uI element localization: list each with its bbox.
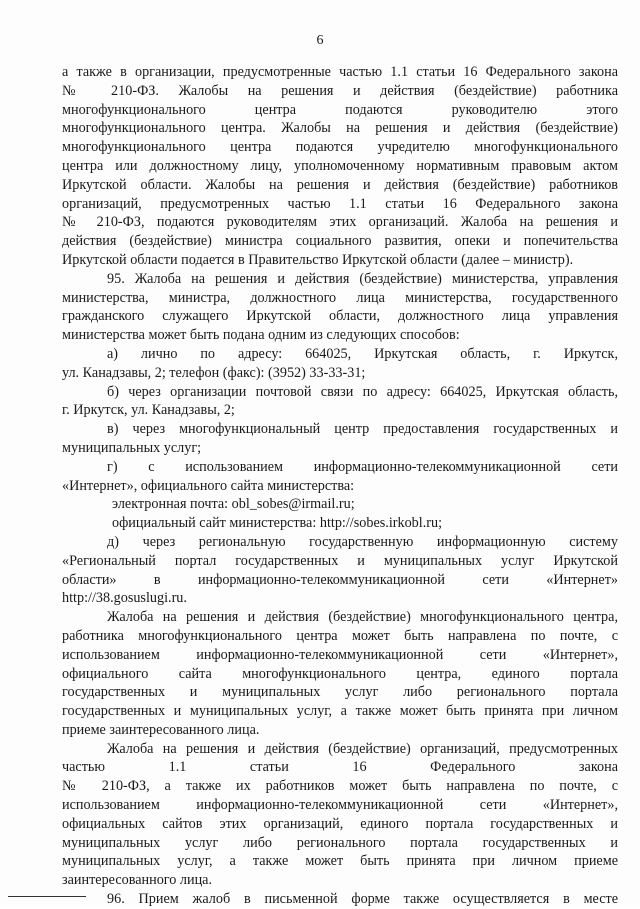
text-line: г) с использованием информационно-телекоммуникационной сети	[107, 458, 618, 475]
text-line: приеме заинтересованного лица.	[62, 721, 260, 738]
text-line: официального сайта многофункционального центра, единого портала	[62, 665, 618, 682]
text-line: министерства может быть подана одним из следующих способов:	[62, 327, 460, 344]
text-line: многофункционального центра подаются руководителю этого	[62, 101, 618, 118]
text-line: использованием информационно-телекоммуникационной сети «Интернет»,	[62, 797, 618, 814]
text-line: муниципальных услуг, а также может быть принята при личном приеме	[62, 853, 618, 870]
text-line: г. Иркутск, ул. Канадзавы, 2;	[62, 402, 235, 419]
text-line: № 210-ФЗ. Жалобы на решения и действия (бездействие) работника	[62, 82, 618, 99]
text-line: официальный сайт министерства: http://sobes.irkobl.ru;	[112, 515, 443, 532]
text-line: ул. Канадзавы, 2; телефон (факс): (3952) 33-33-31;	[62, 364, 366, 381]
text-line: Иркутской области. Жалобы на решения и действия (бездействие) работников	[62, 176, 618, 193]
text-line: организаций, предусмотренных частью 1.1 статьи 16 Федерального закона	[62, 195, 618, 212]
text-line: министерства, министра, должностного лица министерства, государственного	[62, 289, 618, 306]
text-line: д) через региональную государственную информационную систему	[107, 533, 618, 550]
text-line: б) через организации почтовой связи по адресу: 664025, Иркутская область,	[107, 383, 618, 400]
text-line: «Интернет», официального сайта министерства:	[62, 477, 355, 494]
text-line: официальных сайтов этих организаций, единого портала государственных и	[62, 815, 618, 832]
text-line: http://38.gosuslugi.ru.	[62, 590, 187, 607]
text-line: электронная почта: obl_sobes@irmail.ru;	[112, 496, 355, 513]
text-line: а также в организации, предусмотренные частью 1.1 статьи 16 Федерального закона	[62, 64, 618, 80]
text-line: государственных и муниципальных услуг, а также может быть принята при личном	[62, 703, 618, 720]
text-line: Жалоба на решения и действия (бездействие) организаций, предусмотренных	[107, 740, 618, 757]
text-line: многофункционального центра подаются учредителю многофункционального	[62, 139, 618, 156]
text-line: области» в информационно-телекоммуникационной сети «Интернет»	[62, 571, 618, 588]
footnote-divider	[8, 896, 86, 897]
page-number: 6	[316, 33, 324, 48]
text-line: 95. Жалоба на решения и действия (бездействие) министерства, управления	[107, 270, 618, 287]
text-line: 96. Прием жалоб в письменной форме также осуществляется в месте	[107, 891, 618, 908]
document-body	[62, 63, 618, 909]
text-line: центра или должностному лицу, уполномоченному нормативным правовым актом	[62, 157, 618, 174]
text-line: Иркутской области подается в Правительство Иркутской области (далее – министр).	[62, 251, 574, 268]
text-line: в) через многофункциональный центр предоставления государственных и	[107, 421, 618, 438]
text-line: государственных и муниципальных услуг либо регионального портала	[62, 684, 618, 701]
text-line: заинтересованного лица.	[62, 872, 213, 889]
text-line: действия (бездействие) министра социального развития, опеки и попечительства	[62, 233, 618, 250]
text-line: использованием информационно-телекоммуникационной сети «Интернет»,	[62, 646, 618, 663]
text-line: муниципальных услуг;	[62, 439, 202, 456]
text-line: № 210-ФЗ, а также их работников может быть направлена по почте, с	[62, 778, 618, 795]
text-line: работника многофункционального центра может быть направлена по почте, с	[62, 627, 618, 644]
text-line: «Региональный портал государственных и муниципальных услуг Иркутской	[62, 552, 618, 569]
text-line: гражданского служащего Иркутской области, должностного лица управления	[62, 308, 618, 325]
text-line: частью 1.1 статьи 16 Федерального закона	[62, 759, 618, 776]
text-line: а) лично по адресу: 664025, Иркутская область, г. Иркутск,	[107, 345, 618, 362]
text-line: многофункционального центра. Жалобы на решения и действия (бездействие)	[62, 120, 618, 137]
text-line: Жалоба на решения и действия (бездействие) многофункционального центра,	[107, 609, 618, 626]
text-line: муниципальных услуг либо регионального портала государственных и	[62, 834, 618, 851]
text-line: № 210-ФЗ, подаются руководителям этих организаций. Жалоба на решения и	[62, 214, 618, 231]
